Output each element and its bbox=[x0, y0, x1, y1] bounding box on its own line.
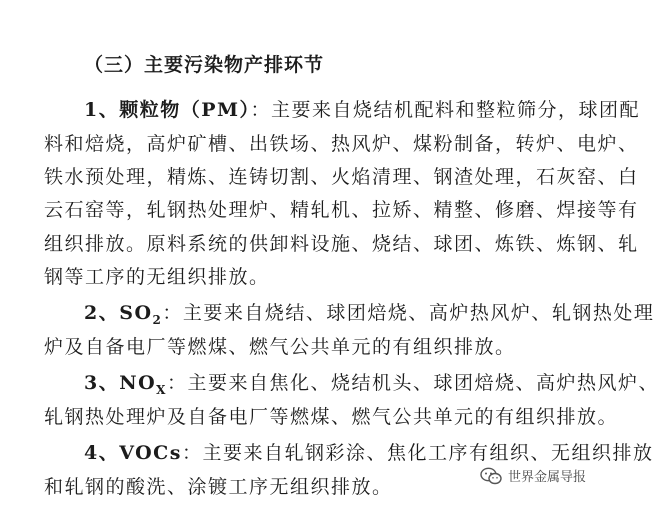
wechat-icon bbox=[480, 467, 502, 485]
paragraph-1-lead: 1、颗粒物（PM） bbox=[84, 99, 251, 121]
paragraph-1-line-2: 料和焙烧，高炉矿槽、出铁场、热风炉、煤粉制备，转炉、电炉、 bbox=[44, 133, 639, 155]
paragraph-3-line-2: 轧钢热处理炉及自备电厂等燃煤、燃气公共单元的有组织排放。 bbox=[44, 406, 619, 428]
paragraph-3-line-1 bbox=[84, 368, 659, 397]
watermark-text: 世界金属导报 bbox=[507, 470, 586, 485]
paragraph-1-line-6: 钢等工序的无组织排放。 bbox=[44, 266, 270, 288]
paragraph-1-line-4: 云石窑等，轧钢热处理炉、精轧机、拉矫、精整、修磨、焊接等有 bbox=[44, 199, 639, 221]
paragraph-3-lead-prefix: 3、NO bbox=[84, 372, 157, 394]
paragraph-3-text: ：主要来自焦化、烧结机头、球团焙烧、高炉热风炉、 bbox=[166, 372, 659, 394]
paragraph-4-lead: 4、VOCs bbox=[84, 442, 182, 464]
paragraph-2-text: ：主要来自烧结、球团焙烧、高炉热风炉、轧钢热处理 bbox=[162, 302, 655, 324]
paragraph-2-lead bbox=[84, 302, 163, 327]
paragraph-2-lead-subscript: 2 bbox=[152, 312, 163, 327]
paragraph-1-text: ：主要来自烧结机配料和整粒筛分，球团配 bbox=[250, 99, 641, 121]
paragraph-2-line-1 bbox=[84, 298, 654, 327]
paragraph-2-lead-prefix: 2、SO bbox=[84, 302, 153, 324]
section-heading: （三）主要污染物产排环节 bbox=[84, 54, 325, 76]
watermark bbox=[480, 466, 586, 485]
paragraph-4-line-2: 和轧钢的酸洗、涂镀工序无组织排放。 bbox=[44, 476, 393, 498]
paragraph-4-text: ：主要来自轧钢彩涂、焦化工序有组织、无组织排放 bbox=[182, 442, 654, 464]
paragraph-2-line-2: 炉及自备电厂等燃煤、燃气公共单元的有组织排放。 bbox=[44, 336, 516, 358]
paragraph-1-line-1 bbox=[84, 95, 640, 122]
paragraph-4-line-1 bbox=[84, 438, 654, 465]
paragraph-3-lead-subscript: X bbox=[156, 382, 167, 397]
paragraph-1-line-3: 铁水预处理，精炼、连铸切割、火焰清理、钢渣处理，石灰窑、白 bbox=[44, 166, 639, 188]
paragraph-3-lead bbox=[84, 372, 167, 397]
paragraph-1-line-5: 组织排放。原料系统的供卸料设施、烧结、球团、炼铁、炼钢、轧 bbox=[44, 233, 639, 255]
